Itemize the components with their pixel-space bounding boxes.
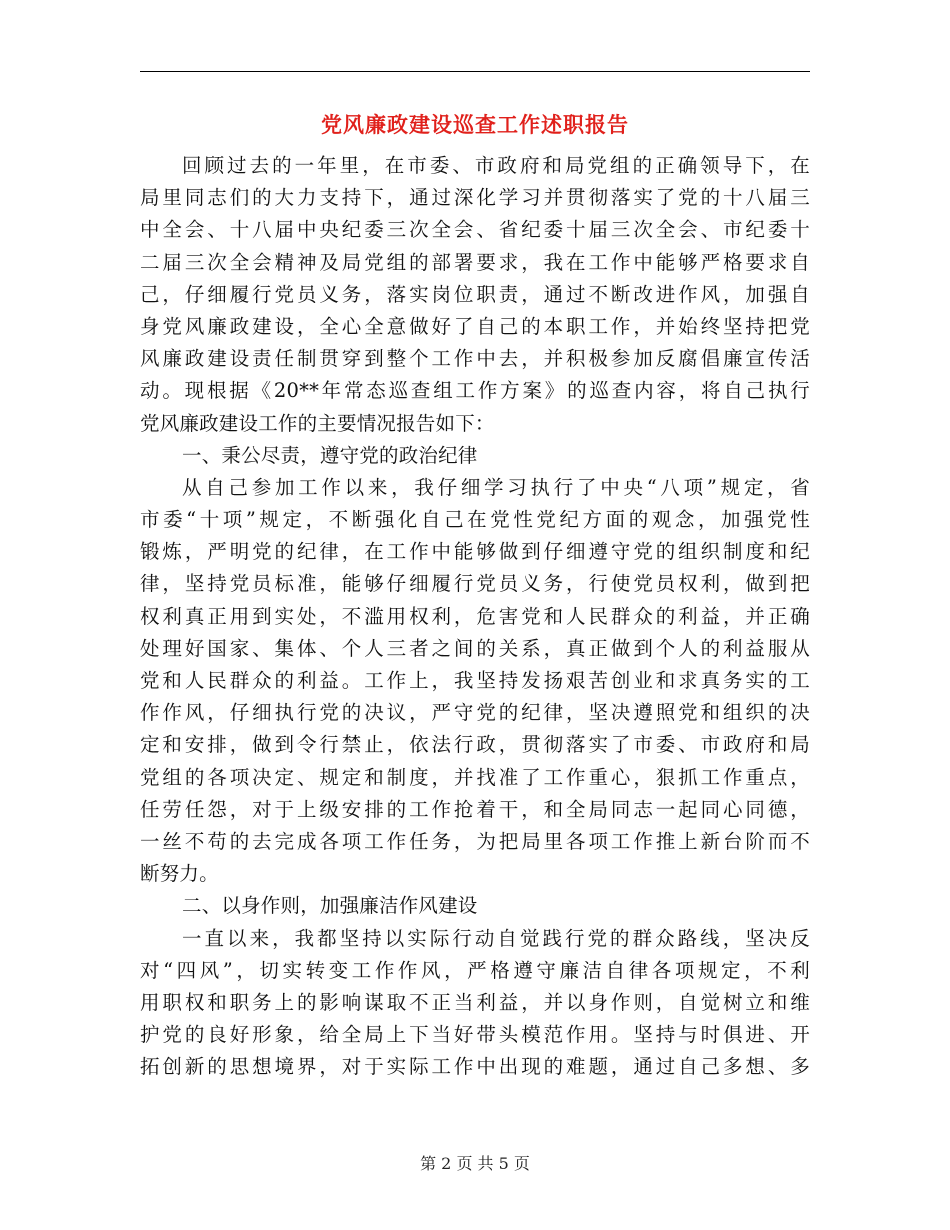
body-line: 回顾过去的一年里，在市委、市政府和局党组的正确领导下，在	[182, 154, 810, 177]
body-line: 锻炼，严明党的纪律，在工作中能够做到仔细遵守党的组织制度和纪	[140, 540, 810, 564]
body-line: 二届三次全会精神及局党组的部署要求，我在工作中能够严格要求自	[140, 250, 810, 274]
body-line: 市委“十项”规定，不断强化自己在党性党纪方面的观念，加强党性	[140, 508, 810, 532]
body-line: 作作风，仔细执行党的决议，严守党的纪律，坚决遵照党和组织的决	[140, 701, 810, 725]
body-line: 处理好国家、集体、个人三者之间的关系，真正做到个人的利益服从	[140, 636, 810, 660]
header-rule	[140, 71, 810, 72]
body-line: 对“四风”，切实转变工作作风，严格遵守廉洁自律各项规定，不利	[140, 958, 810, 982]
body-line: 从自己参加工作以来，我仔细学习执行了中央“八项”规定，省	[182, 475, 810, 499]
body-line: 身党风廉政建设，全心全意做好了自己的本职工作，并始终坚持把党	[140, 314, 810, 338]
body-line: 一直以来，我都坚持以实际行动自觉践行党的群众路线，坚决反	[182, 926, 810, 950]
body-line: 用职权和职务上的影响谋取不正当利益，并以身作则，自觉树立和维	[140, 990, 810, 1014]
body-line: 党组的各项决定、规定和制度，并找准了工作重心，狠抓工作重点，	[140, 765, 810, 789]
body-line: 断努力。	[140, 862, 219, 886]
body-line: 一丝不苟的去完成各项工作任务，为把局里各项工作推上新台阶而不	[140, 829, 810, 853]
body-line: 二、以身作则，加强廉洁作风建设	[182, 894, 478, 918]
body-line: 律，坚持党员标准，能够仔细履行党员义务，行使党员权利，做到把	[140, 572, 810, 596]
body-line: 风廉政建设责任制贯穿到整个工作中去，并积极参加反腐倡廉宣传活	[140, 347, 810, 371]
body-line: 动。现根据《20**年常态巡查组工作方案》的巡查内容，将自己执行	[140, 379, 810, 403]
body-line: 权利真正用到实处，不滥用权利，危害党和人民群众的利益，并正确	[140, 604, 810, 628]
body-line: 党和人民群众的利益。工作上，我坚持发扬艰苦创业和求真务实的工	[140, 669, 810, 692]
document-title: 党风廉政建设巡查工作述职报告	[321, 112, 629, 137]
page-footer: 第 2 页 共 5 页	[420, 1154, 530, 1173]
body-line: 局里同志们的大力支持下，通过深化学习并贯彻落实了党的十八届三	[140, 186, 810, 210]
body-line: 党风廉政建设工作的主要情况报告如下：	[140, 411, 495, 435]
document-body	[140, 150, 810, 1083]
body-line: 任劳任怨，对于上级安排的工作抢着干，和全局同志一起同心同德，	[140, 797, 810, 821]
body-line: 己，仔细履行党员义务，落实岗位职责，通过不断改进作风，加强自	[140, 282, 810, 306]
body-line: 定和安排，做到令行禁止，依法行政，贯彻落实了市委、市政府和局	[140, 733, 810, 757]
body-line: 拓创新的思想境界，对于实际工作中出现的难题，通过自己多想、多	[140, 1055, 810, 1079]
body-line: 中全会、十八届中央纪委三次全会、省纪委十届三次全会、市纪委十	[140, 218, 810, 242]
body-line: 护党的良好形象，给全局上下当好带头模范作用。坚持与时俱进、开	[140, 1023, 810, 1047]
body-line: 一、秉公尽责，遵守党的政治纪律	[182, 443, 478, 467]
